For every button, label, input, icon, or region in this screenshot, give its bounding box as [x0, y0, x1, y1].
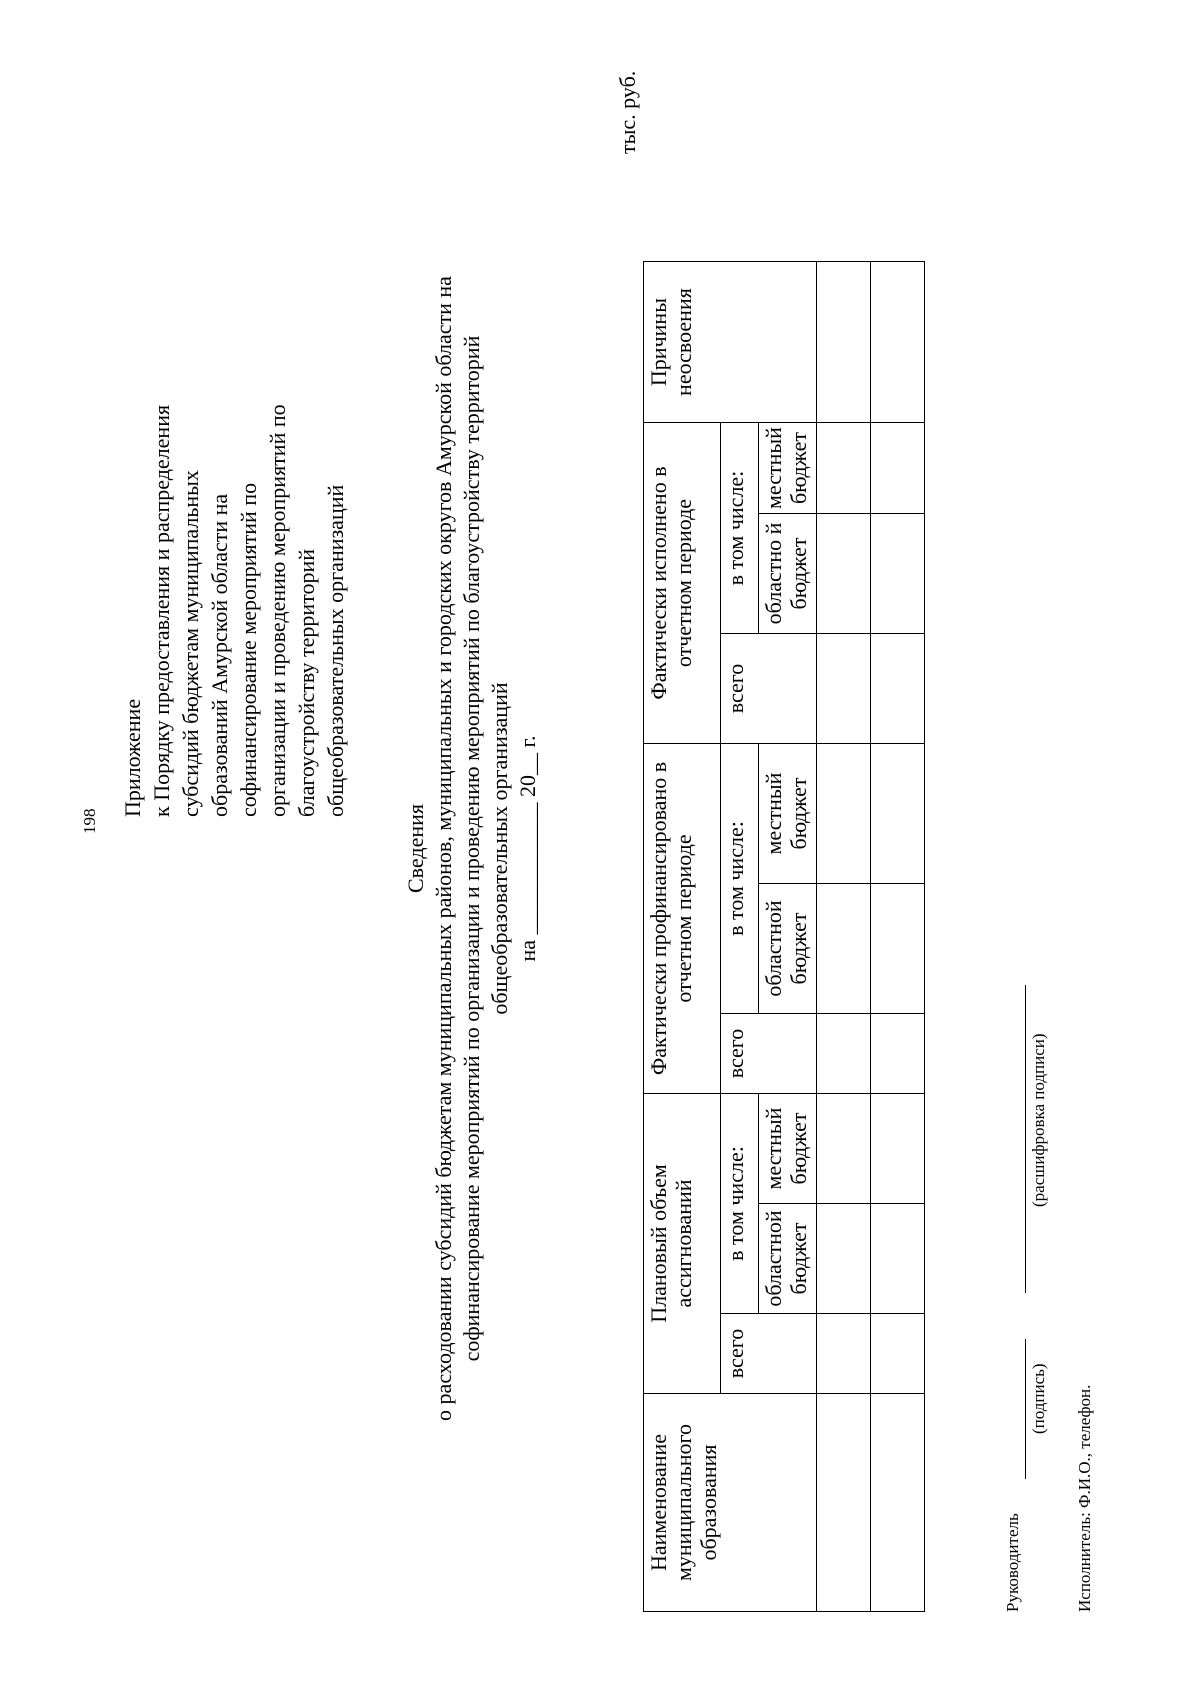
table-cell	[817, 1204, 871, 1314]
table-cell	[817, 262, 871, 423]
header-local-budget: местный бюджет	[759, 744, 817, 884]
table-cell	[817, 514, 871, 634]
table-cell	[817, 744, 871, 884]
appendix-line: образований Амурской области на	[207, 493, 232, 817]
header-regional-budget: областной бюджет	[759, 1204, 817, 1314]
head-label: Руководитель	[1003, 1513, 1022, 1612]
table-cell	[871, 1094, 925, 1204]
table-cell	[871, 1204, 925, 1314]
table-cell	[871, 262, 925, 423]
report-table	[643, 261, 925, 1612]
page-number: 198	[80, 808, 99, 834]
decoding-line	[1025, 985, 1026, 1293]
table-cell	[871, 744, 925, 884]
header-total: всего	[721, 1014, 817, 1094]
appendix-line: организации и проведению мероприятий по	[265, 404, 290, 817]
table-cell	[871, 423, 925, 514]
header-local-budget: местный бюджет	[759, 423, 817, 514]
document-title: Сведения	[403, 803, 428, 894]
executor-label: Исполнитель: Ф.И.О., телефон.	[1075, 1384, 1094, 1612]
report-date-line: на ____________ 20__ г.	[515, 735, 540, 962]
header-including: в том числе:	[721, 744, 759, 1014]
header-including: в том числе:	[721, 1094, 759, 1314]
header-total: всего	[721, 1314, 817, 1394]
header-regional-budget: областной бюджет	[759, 884, 817, 1014]
appendix-line: общеобразовательных организаций	[323, 484, 348, 817]
header-total: всего	[721, 634, 817, 744]
appendix-line: Приложение	[120, 698, 145, 817]
table-cell	[817, 884, 871, 1014]
description-line: софинансирование мероприятий по организации и проведению мероприятий по благоустройству территорий	[459, 335, 484, 1362]
header-actually-financed: Фактически профинансировано в отчетном периоде	[644, 744, 721, 1094]
table-row	[871, 262, 925, 1612]
table-cell	[817, 1014, 871, 1094]
signature-line	[1025, 1339, 1026, 1479]
header-local-budget: местный бюджет	[759, 1094, 817, 1204]
header-regional-budget: областно й бюджет	[759, 514, 817, 634]
header-actually-executed: Фактически исполнено в отчетном периоде	[644, 423, 721, 744]
table-cell	[871, 514, 925, 634]
table-cell	[817, 1314, 871, 1394]
document-description	[430, 0, 514, 1697]
table-cell	[817, 1394, 871, 1612]
header-reasons: Причины неосвоения	[644, 262, 817, 423]
description-line: общеобразовательных организаций	[487, 682, 512, 1015]
table-row	[817, 262, 871, 1612]
appendix-block	[118, 404, 350, 817]
appendix-line: благоустройству территорий	[294, 549, 319, 817]
header-including: в том числе:	[721, 423, 759, 634]
table-cell	[817, 423, 871, 514]
decoding-caption: (расшифровка подписи)	[1029, 1033, 1048, 1207]
header-municipality: Наименование муниципального образования	[644, 1394, 817, 1612]
appendix-line: к Порядку предоставления и распределения	[149, 404, 174, 817]
header-planned-volume: Плановый объем ассигнований	[644, 1094, 721, 1394]
table-cell	[871, 1014, 925, 1094]
appendix-line: субсидий бюджетам муниципальных	[178, 470, 203, 817]
table-cell	[871, 1314, 925, 1394]
table-cell	[817, 1094, 871, 1204]
table-cell	[817, 634, 871, 744]
table-cell	[871, 884, 925, 1014]
table-cell	[871, 634, 925, 744]
signature-caption: (подпись)	[1029, 1363, 1048, 1434]
units-label: тыс. руб.	[615, 70, 640, 154]
table-cell	[871, 1394, 925, 1612]
appendix-line: софинансирование мероприятий по	[236, 482, 261, 817]
description-line: о расходовании субсидий бюджетам муниципальных районов, муниципальных и городских округов Амурской области на	[431, 276, 456, 1421]
